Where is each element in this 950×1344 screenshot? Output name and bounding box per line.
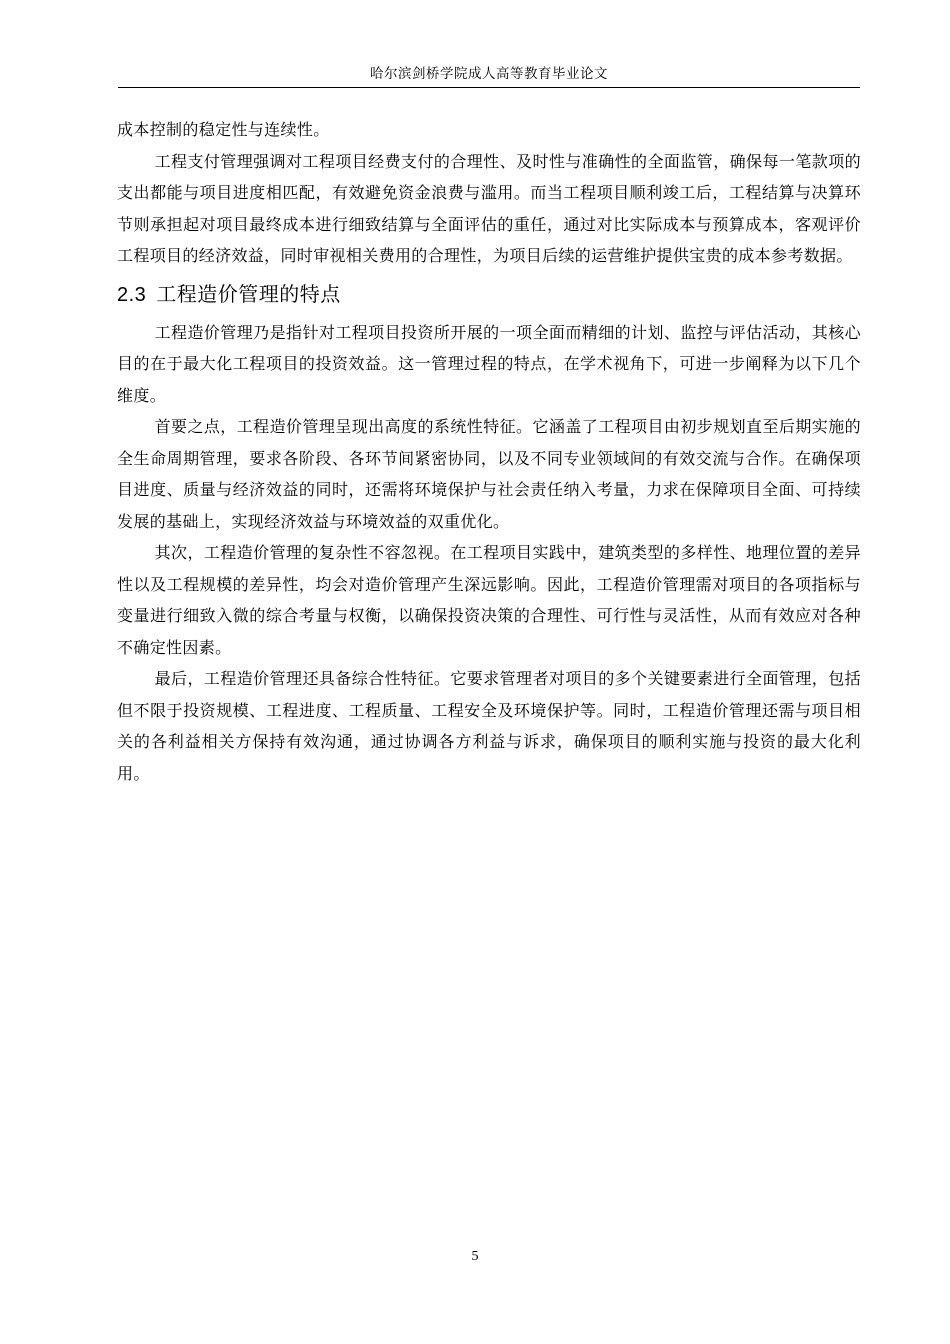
page-header: 哈尔滨剑桥学院成人高等教育毕业论文	[370, 66, 608, 82]
paragraph-complexity: 其次，工程造价管理的复杂性不容忽视。在工程项目实践中，建筑类型的多样性、地理位置的差异性以及工程规模的差异性，均会对造价管理产生深远影响。因此，工程造价管理需对项目的各项指标与变量进行细致入微的综合考量与权衡，以确保投资决策的合理性、可行性与灵活性，从而有效应对各种不确定性因素。	[117, 543, 861, 657]
document-body	[117, 114, 861, 789]
section-heading	[117, 276, 861, 313]
section-title: 工程造价管理的特点	[156, 281, 341, 306]
paragraph-payment-management: 工程支付管理强调对工程项目经费支付的合理性、及时性与准确性的全面监管，确保每一笔款项的支出都能与项目进度相匹配，有效避免资金浪费与滥用。而当工程项目顺利竣工后，工程结算与决算环节则承担起对项目最终成本进行细致结算与全面评估的重任，通过对比实际成本与预算成本，客观评价工程项目的经济效益，同时审视相关费用的合理性，为项目后续的运营维护提供宝贵的成本参考数据。	[117, 151, 861, 265]
header-rule	[118, 87, 860, 88]
paragraph-definition: 工程造价管理乃是指针对工程项目投资所开展的一项全面而精细的计划、监控与评估活动，其核心目的在于最大化工程项目的投资效益。这一管理过程的特点，在学术视角下，可进一步阐释为以下几个维度。	[117, 322, 861, 405]
paragraph-systematic: 首要之点，工程造价管理呈现出高度的系统性特征。它涵盖了工程项目由初步规划直至后期实施的全生命周期管理，要求各阶段、各环节间紧密协同，以及不同专业领域间的有效交流与合作。在确保项目进度、质量与经济效益的同时，还需将环境保护与社会责任纳入考量，力求在保障项目全面、可持续发展的基础上，实现经济效益与环境效益的双重优化。	[117, 417, 861, 531]
paragraph-continuation: 成本控制的稳定性与连续性。	[117, 120, 330, 139]
page-number: 5	[471, 1249, 479, 1264]
paragraph-comprehensive: 最后，工程造价管理还具备综合性特征。它要求管理者对项目的多个关键要素进行全面管理，包括但不限于投资规模、工程进度、工程质量、工程安全及环境保护等。同时，工程造价管理还需与项目相关的各利益相关方保持有效沟通，通过协调各方利益与诉求，确保项目的顺利实施与投资的最大化利用。	[117, 669, 861, 783]
section-number: 2.3	[117, 283, 147, 306]
